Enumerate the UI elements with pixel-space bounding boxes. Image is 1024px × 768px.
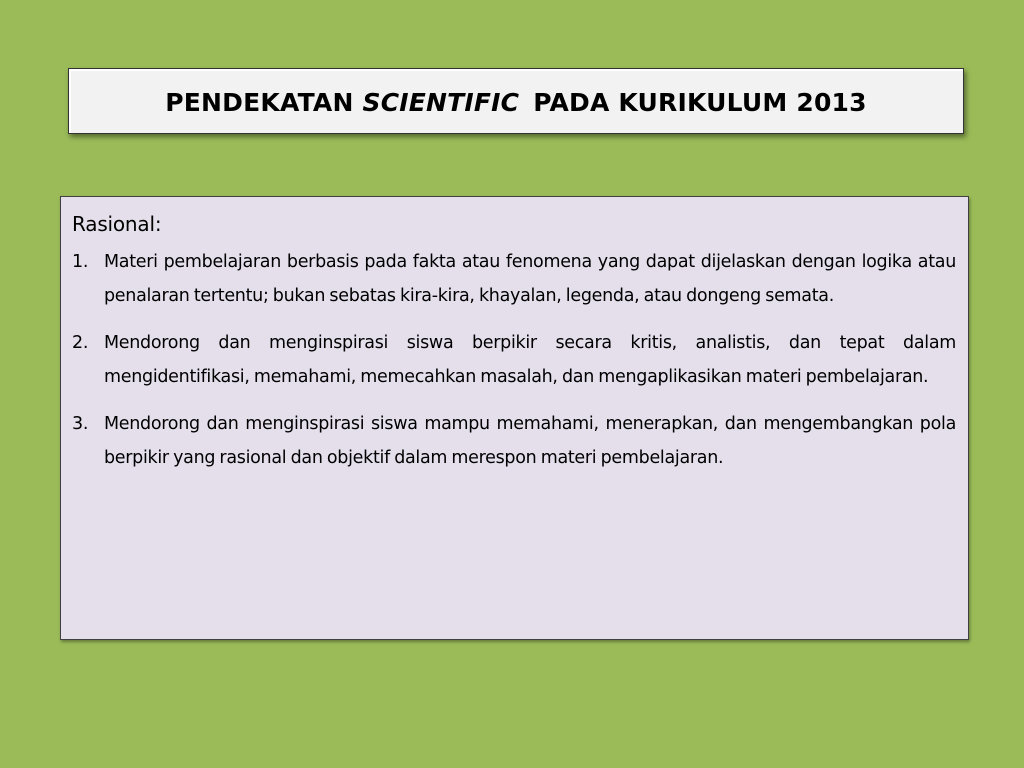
- title-rest: PADA KURIKULUM 2013: [533, 87, 867, 117]
- list-item-number: 1.: [72, 252, 89, 272]
- list-item-number: 2.: [72, 333, 89, 353]
- content-box: [60, 196, 969, 640]
- list-item-text: Mendorong dan menginspirasi siswa berpikir secara kritis, analistis, dan tepat dalam mengidentifikasi, memahami, memecahkan masalah, dan mengaplikasikan materi pembelajaran.: [104, 333, 956, 387]
- slide-title: [165, 88, 866, 117]
- list-item: [72, 326, 956, 394]
- rationale-list: [72, 245, 956, 475]
- title-main: PENDEKATAN: [165, 87, 354, 117]
- list-item-text: Materi pembelajaran berbasis pada fakta atau fenomena yang dapat dijelaskan dengan logika atau penalaran tertentu; bukan sebatas kira-kira, khayalan, legenda, atau dongeng semata.: [104, 252, 956, 306]
- title-emphasis: SCIENTIFIC: [362, 87, 520, 117]
- list-item: [72, 245, 956, 313]
- content-heading: Rasional:: [72, 212, 162, 236]
- title-box: [68, 68, 964, 134]
- list-item: [72, 407, 956, 475]
- list-item-number: 3.: [72, 414, 89, 434]
- list-item-text: Mendorong dan menginspirasi siswa mampu memahami, menerapkan, dan mengembangkan pola berpikir yang rasional dan objektif dalam merespon materi pembelajaran.: [104, 414, 956, 468]
